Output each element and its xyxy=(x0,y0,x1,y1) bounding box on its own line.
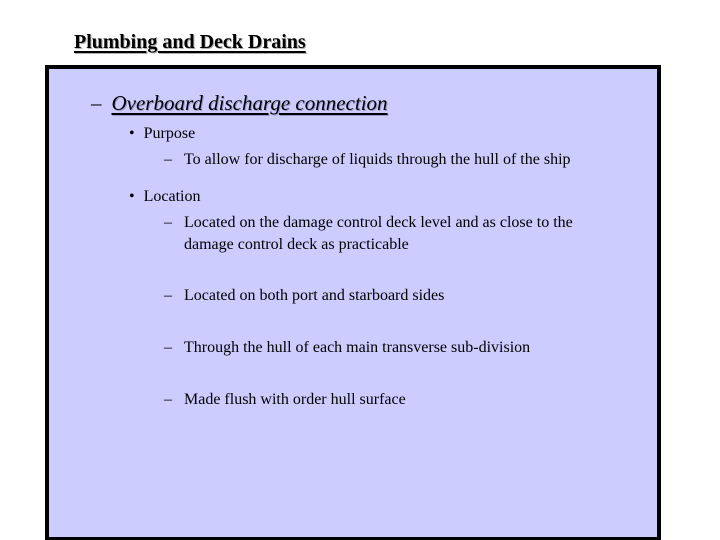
heading-dash: – xyxy=(91,91,102,115)
sub-item-text: Through the hull of each main transverse sub-division xyxy=(184,339,531,356)
sub-dash: – xyxy=(164,287,172,304)
bullet-purpose xyxy=(129,125,195,143)
bullet-dot: • xyxy=(129,188,135,205)
sub-item-location-3 xyxy=(164,337,530,359)
bullet-location-label: Location xyxy=(143,188,201,205)
sub-item-text-continued: damage control deck as practicable xyxy=(184,236,409,253)
sub-dash: – xyxy=(164,214,172,231)
bullet-location xyxy=(129,188,200,206)
sub-item-location-2 xyxy=(164,285,444,307)
slide-title: Plumbing and Deck Drains xyxy=(74,31,306,53)
bullet-purpose-label: Purpose xyxy=(143,125,196,142)
sub-item-text: Located on the damage control deck level and as close to the xyxy=(184,214,573,231)
sub-dash: – xyxy=(164,391,172,408)
sub-item-location-1 xyxy=(164,212,573,256)
heading-text: Overboard discharge connection xyxy=(111,91,388,115)
sub-item-purpose-1 xyxy=(164,149,571,171)
bullet-dot: • xyxy=(129,125,135,142)
sub-item-location-4 xyxy=(164,389,406,411)
content-panel xyxy=(45,65,661,540)
sub-dash: – xyxy=(164,151,172,168)
main-heading xyxy=(91,91,388,116)
sub-item-text: Made flush with order hull surface xyxy=(184,391,406,408)
sub-item-text: To allow for discharge of liquids through the hull of the ship xyxy=(184,151,571,168)
sub-item-text: Located on both port and starboard sides xyxy=(184,287,445,304)
sub-dash: – xyxy=(164,339,172,356)
